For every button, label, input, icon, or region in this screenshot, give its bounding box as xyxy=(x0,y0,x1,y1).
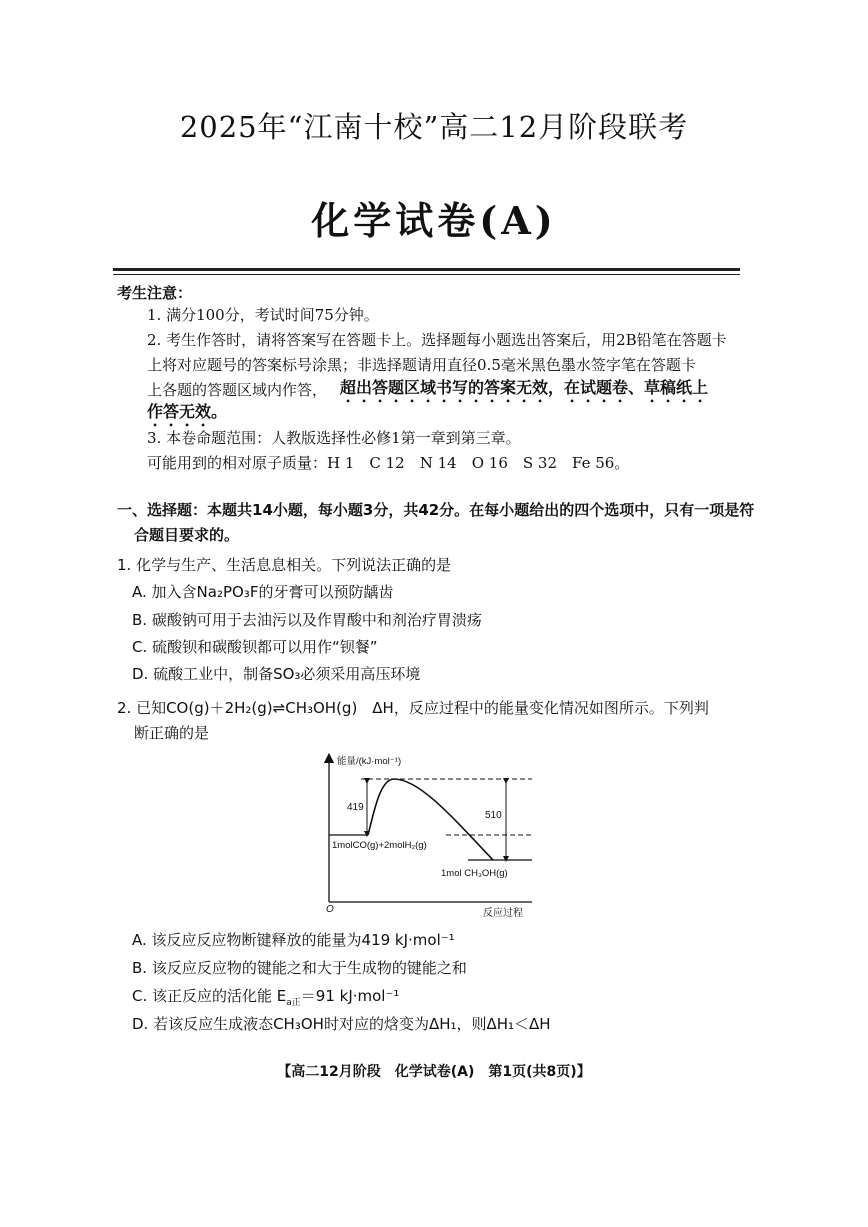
q1-option-a: A. 加入含Na₂PO₃F的牙膏可以预防龋齿 xyxy=(132,583,394,601)
paper-title: 化学试卷(A) xyxy=(311,198,557,243)
origin-label: O xyxy=(326,904,334,915)
notice-heading: 考生注意： xyxy=(117,284,193,302)
notice-emphasis-2: 作答无效。 xyxy=(147,402,228,421)
page-footer: 【高二12月阶段 化学试卷(A) 第1页(共8页)】 xyxy=(277,1064,591,1080)
exam-title: 2025年“江南十校”高二12月阶段联考 xyxy=(179,110,689,144)
q2-option-d: D. 若该反应生成液态CH₃OH时对应的焓变为ΔH₁，则ΔH₁＜ΔH xyxy=(132,1015,551,1033)
q2-stem-cont: 断正确的是 xyxy=(134,724,210,742)
section-heading: 一、选择题：本题共14小题，每小题3分，共42分。在每小题给出的四个选项中，只有一项是符 xyxy=(117,501,755,519)
notice-item-2-cont: 上将对应题号的答案标号涂黑；非选择题请用直径0.5毫米黑色墨水签字笔在答题卡 xyxy=(147,356,696,374)
reactants-label: 1molCO(g)+2molH₂(g) xyxy=(332,840,427,851)
notice-emphasis-1: 超出答题区域书写的答案无效，在试题卷、草稿纸上 xyxy=(340,378,709,397)
notice-item-1: 1. 满分100分，考试时间75分钟。 xyxy=(147,306,379,324)
q1-option-c: C. 硫酸钡和碳酸钡都可以用作“钡餐” xyxy=(132,638,378,656)
q2-option-b: B. 该反应反应物的键能之和大于生成物的键能之和 xyxy=(132,959,467,977)
header-rule-thick xyxy=(113,268,740,271)
q2-stem: 2. 已知CO(g)＋2H₂(g)⇌CH₃OH(g) ΔH，反应过程中的能量变化情况如图所示。下列判 xyxy=(117,699,709,717)
atomic-masses: 可能用到的相对原子质量：H 1 C 12 N 14 O 16 S 32 Fe 56。 xyxy=(147,454,630,472)
q2-option-a: A. 该反应反应物断键释放的能量为419 kJ·mol⁻¹ xyxy=(132,931,455,949)
section-heading-cont: 合题目要求的。 xyxy=(134,526,240,544)
value-510: 510 xyxy=(485,810,502,821)
energy-diagram xyxy=(318,752,538,922)
header-rule-thin xyxy=(113,274,740,275)
q1-option-b: B. 碳酸钠可用于去油污以及作胃酸中和剂治疗胃溃疡 xyxy=(132,611,482,629)
q2-option-c: C. 该正反应的活化能 $E_{a正}=91$ kJ·mol⁻¹ xyxy=(132,987,400,1008)
q1-stem: 1. 化学与生产、生活息息相关。下列说法正确的是 xyxy=(117,556,452,574)
q1-option-d: D. 硫酸工业中，制备SO₃必须采用高压环境 xyxy=(132,665,421,683)
product-label: 1mol CH₃OH(g) xyxy=(441,868,508,879)
y-axis-label: 能量/(kJ·mol⁻¹) xyxy=(337,756,402,767)
notice-item-2-cont2: 上各题的答题区域内作答， xyxy=(147,381,328,399)
x-axis-label: 反应过程 xyxy=(483,908,523,919)
notice-item-2: 2. 考生作答时，请将答案写在答题卡上。选择题每小题选出答案后，用2B铅笔在答题卡 xyxy=(147,331,727,349)
notice-item-3: 3. 本卷命题范围：人教版选择性必修1第一章到第三章。 xyxy=(147,429,521,447)
value-419: 419 xyxy=(347,802,364,813)
